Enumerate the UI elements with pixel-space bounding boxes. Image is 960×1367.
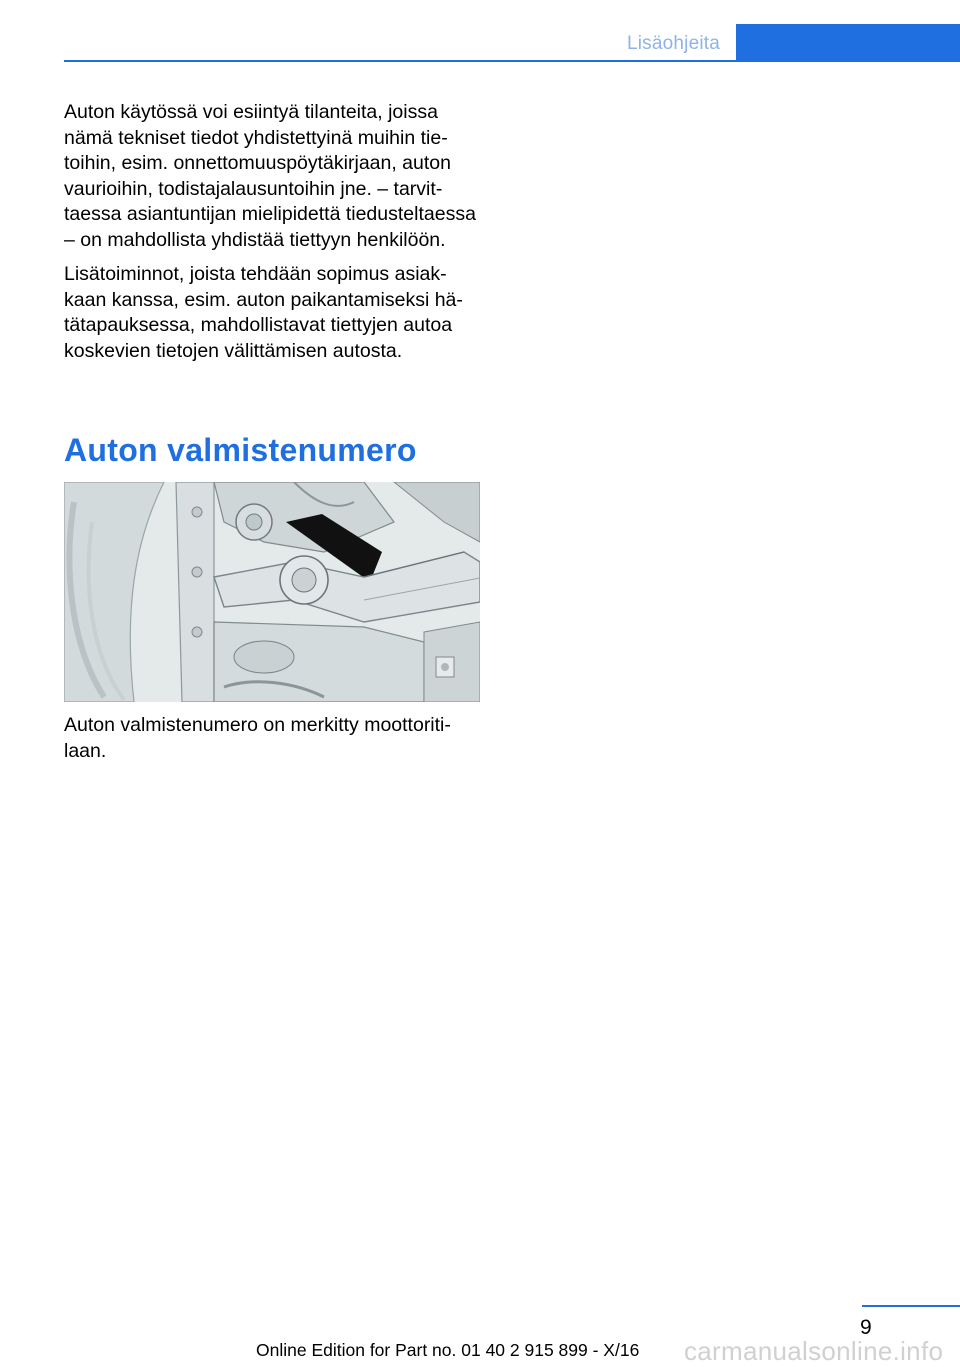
section-heading: Auton valmistenumero <box>64 432 417 468</box>
footer-rule <box>862 1305 960 1307</box>
engine-compartment-illustration <box>64 482 480 702</box>
edition-footer: Online Edition for Part no. 01 40 2 915 899 - X/16 <box>256 1340 640 1360</box>
header-section-title: Lisäohjeita <box>626 33 720 54</box>
paragraph: Lisätoiminnot, joista tehdään sopimus asiakkaan kanssa, esim. auton paikantamiseksi hätätapauksessa, mahdollistavat tiettyjen autoa koskevien tietojen välittämisen autosta. <box>64 263 463 362</box>
page-number: 9 <box>860 1316 872 1339</box>
figure-caption: Auton valmistenumero on merkitty moottoritilaan. <box>64 714 451 762</box>
watermark: carmanualsonline.info <box>684 1336 944 1366</box>
body-text <box>64 100 482 373</box>
header-rule <box>64 60 736 62</box>
paragraph: Auton käytössä voi esiintyä tilanteita, joissa nämä tekniset tiedot yhdistettyinä muihin tietoihin, esim. onnettomuuspöytäkirjaan, auton vaurioihin, todistajalausuntoihin jne. – tarvittaessa asiantuntijan mielipidettä tiedusteltaessa – on mahdollista yhdistää tiettyyn henkilöön. <box>64 101 476 251</box>
header-accent-tab <box>736 24 960 62</box>
